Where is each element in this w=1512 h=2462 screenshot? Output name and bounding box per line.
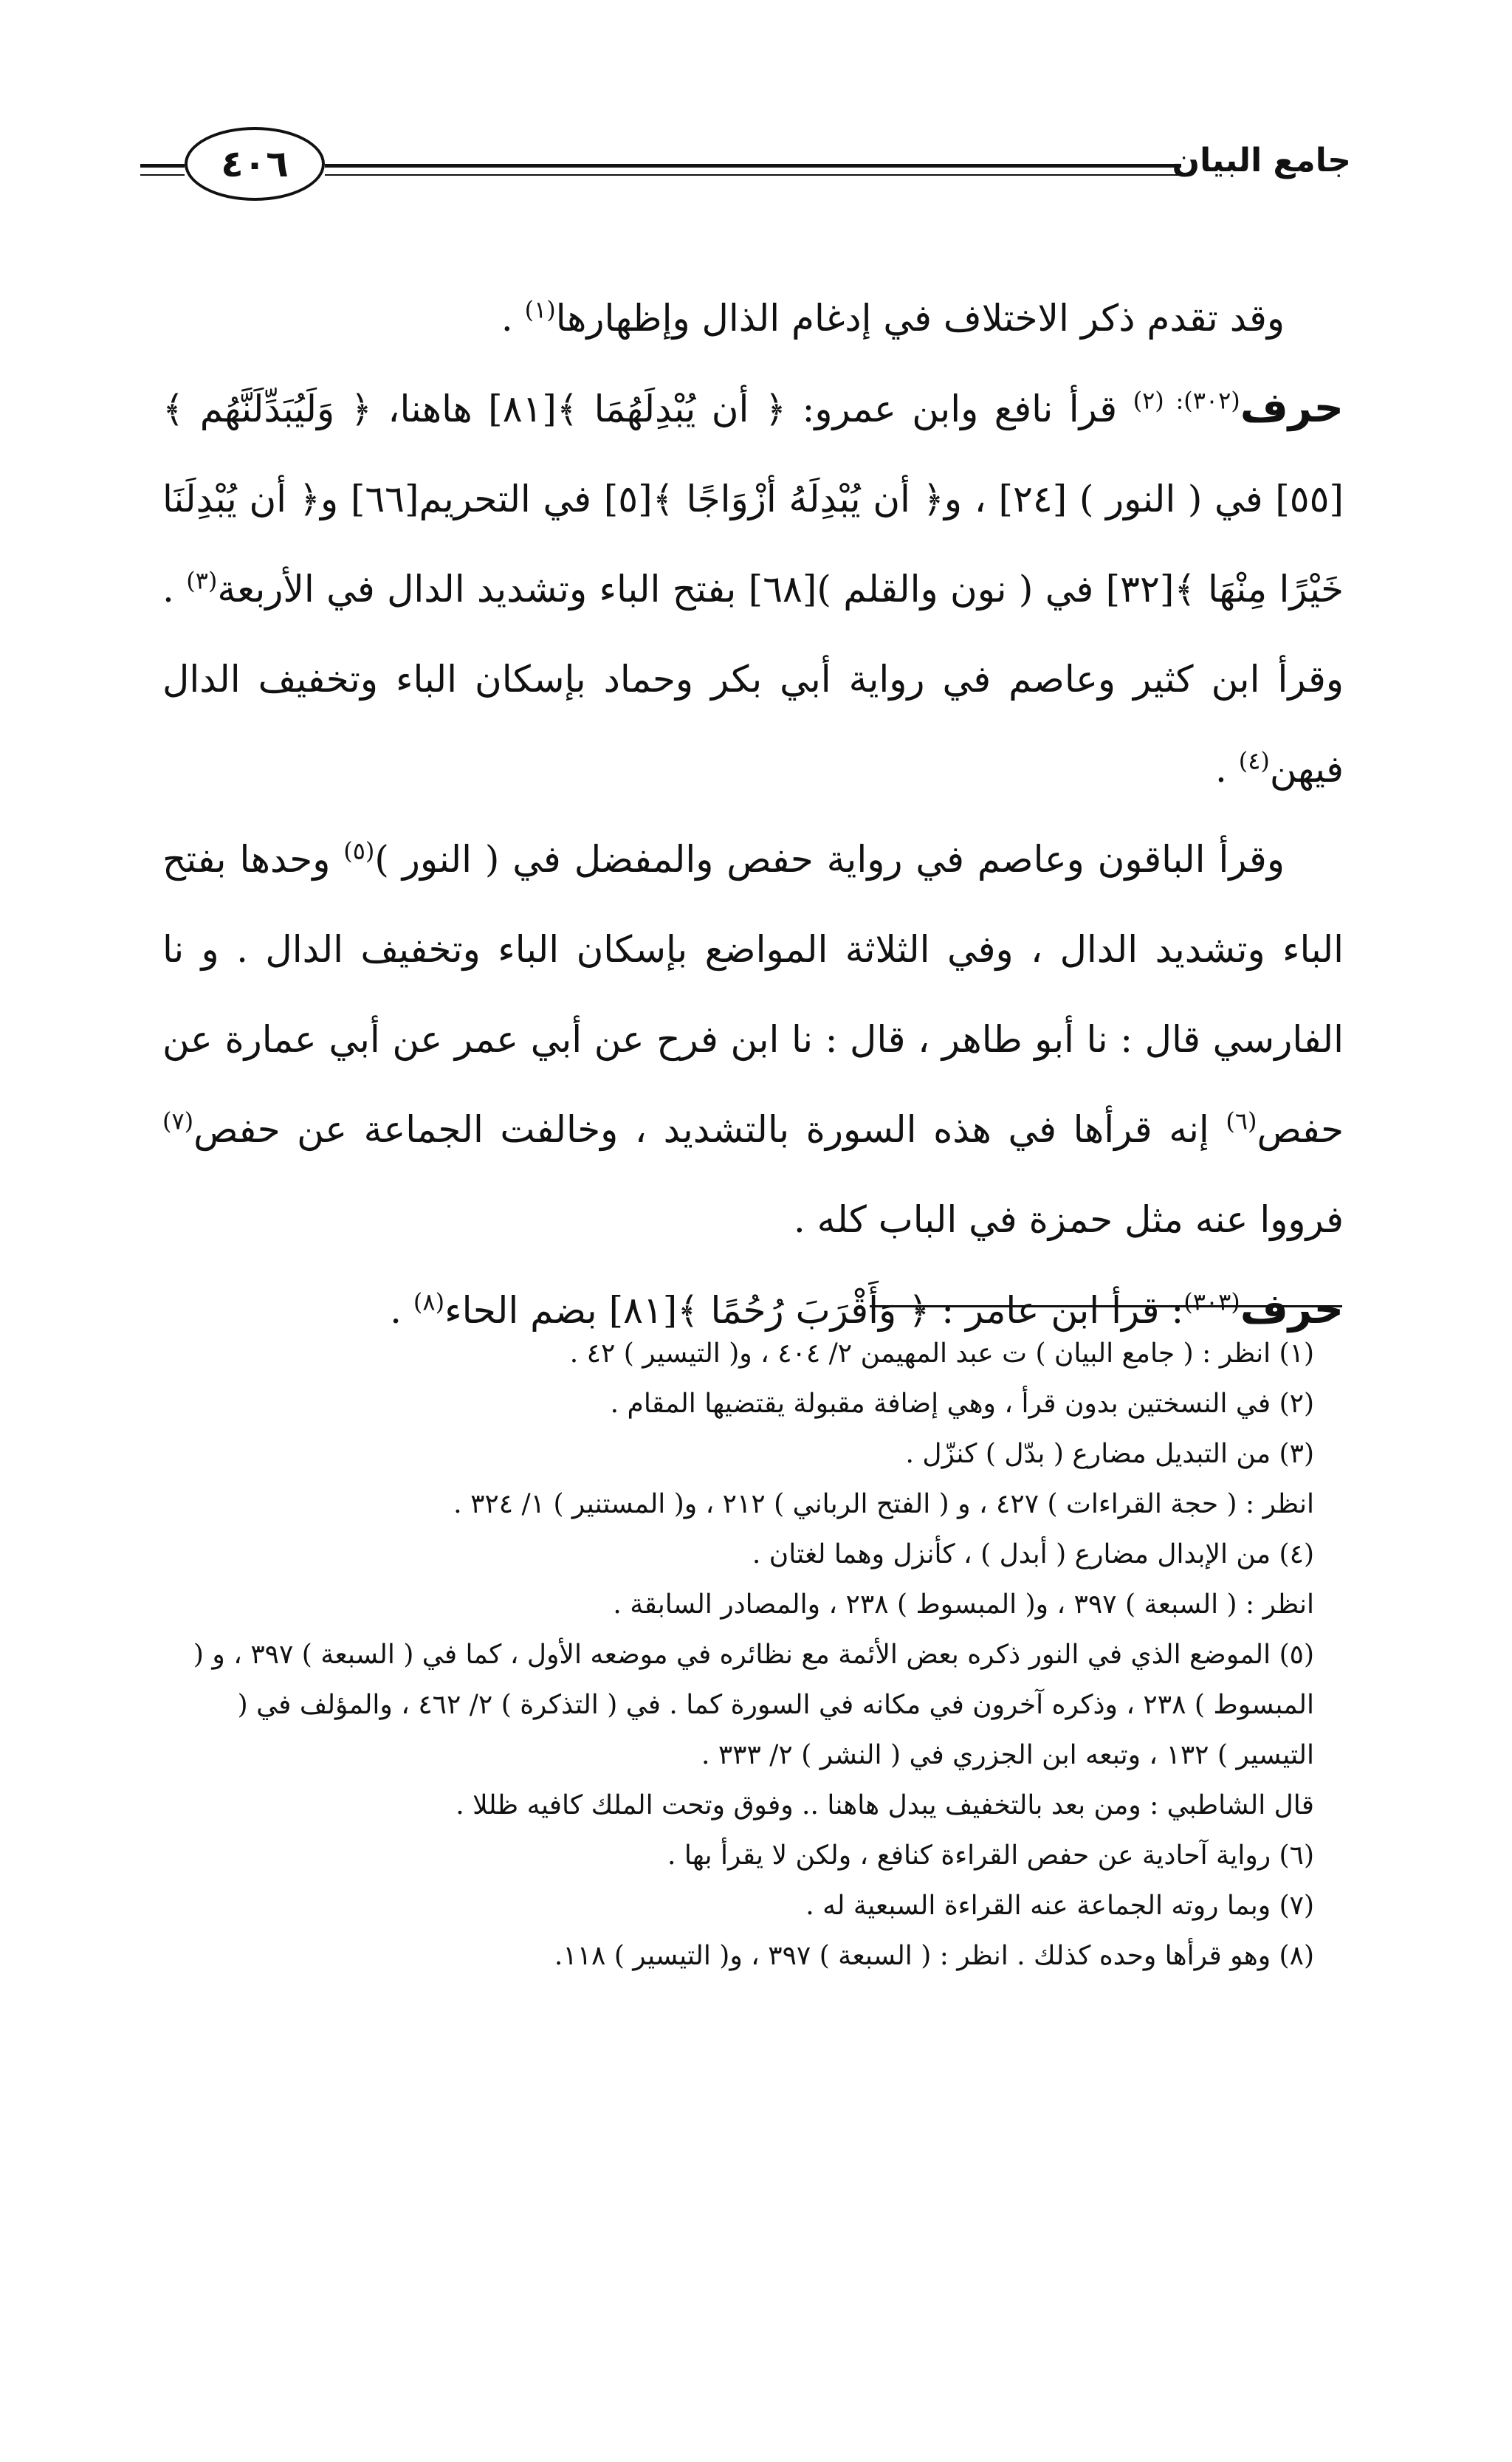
page-header bbox=[140, 125, 1351, 207]
paragraph-3-text-b: وحدها بفتح الباء وتشديد الدال ، وفي الثلاثة المواضع بإسكان الباء وتخفيف الدال . و نا الفارسي قال : نا أبو طاهر ، قال : نا ابن فرح عن أبي عمر عن أبي عمارة عن حفص bbox=[162, 838, 1344, 1151]
harf-number-2: (٣٠٣) bbox=[1183, 1287, 1240, 1316]
paragraph-3-text-c: إنه قرأها في هذه السورة بالتشديد ، وخالفت الجماعة عن حفص bbox=[193, 1108, 1226, 1151]
footnote-3: (٣) من التبديل مضارع ( بدّل ) كنزّل . bbox=[905, 1439, 1314, 1469]
footnote-4-cont: انظر : ( السبعة ) ٣٩٧ ، و( المبسوط ) ٢٣٨ ، والمصادر السابقة . bbox=[613, 1589, 1314, 1620]
footnote-ref-7: (٧) bbox=[162, 1107, 194, 1135]
paragraph-3 bbox=[162, 814, 1344, 1265]
footnote-4: (٤) من الإبدال مضارع ( أبدل ) ، كأنزل وهما لغتان . bbox=[752, 1539, 1314, 1569]
header-rule-thin bbox=[325, 174, 1181, 176]
footnote-8: (٨) وهو قرأها وحده كذلك . انظر : ( السبعة ) ٣٩٧ ، و( التيسير ) ١١٨. bbox=[554, 1941, 1314, 1971]
page-number: ٤٠٦ bbox=[185, 127, 325, 201]
footnote-ref-5: (٥) bbox=[343, 836, 375, 865]
header-rule-left-thin bbox=[140, 174, 185, 176]
footnote-3-cont: انظر : ( حجة القراءات ) ٤٢٧ ، و ( الفتح الرباني ) ٢١٢ ، و( المستنير ) ١/ ٣٢٤ . bbox=[453, 1489, 1314, 1519]
harf-302-text-b: . وقرأ ابن كثير وعاصم في رواية أبي بكر وحماد بإسكان الباء وتخفيف الدال فيهن bbox=[162, 568, 1344, 791]
footnotes bbox=[162, 1329, 1314, 1981]
footnote-ref-4: (٤) bbox=[1238, 746, 1270, 775]
harf-label-2: حرف bbox=[1240, 1285, 1344, 1333]
paragraph-1 bbox=[162, 273, 1344, 363]
main-text bbox=[162, 273, 1344, 1355]
footnote-7: (٧) وبما روته الجماعة عنه القراءة السبعية له . bbox=[805, 1891, 1314, 1921]
harf-303-text: : قرأ ابن عامر : ﴿ وَأَقْرَبَ رُحُمًا ﴾[٨١] بضم الحاء bbox=[444, 1289, 1184, 1332]
footnote-separator bbox=[870, 1305, 1342, 1307]
footnote-1: (١) انظر : ( جامع البيان ) ت عبد المهيمن ٢/ ٤٠٤ ، و( التيسير ) ٤٢ . bbox=[569, 1338, 1314, 1369]
header-rule bbox=[325, 164, 1181, 168]
running-title: جامع البيان bbox=[1172, 142, 1351, 179]
paragraph-1-text: وقد تقدم ذكر الاختلاف في إدغام الذال وإظهارها bbox=[555, 297, 1285, 340]
footnote-ref-1: (١) bbox=[524, 295, 556, 324]
harf-label: حرف bbox=[1240, 384, 1344, 432]
footnote-6: (٦) رواية آحادية عن حفص القراءة كنافع ، ولكن لا يقرأ بها . bbox=[667, 1840, 1314, 1871]
footnote-5: (٥) الموضع الذي في النور ذكره بعض الأئمة مع نظائره في موضعه الأول ، كما في ( السبعة ) ٣٩٧ ، و ( المبسوط ) ٢٣٨ ، وذكره آخرون في مكانه في السورة كما . في ( التذكرة ) ٢/ ٤٦٢ ، والمؤلف في ( التيسير ) ١٣٢ ، وتبعه ابن الجزري في ( النشر ) ٢/ ٣٣٣ . bbox=[193, 1640, 1314, 1770]
paragraph-3-text-a: وقرأ الباقون وعاصم في رواية حفص والمفضل في ( النور ) bbox=[374, 838, 1285, 881]
footnote-ref-6: (٦) bbox=[1226, 1107, 1257, 1135]
paragraph-1-end: . bbox=[501, 297, 525, 340]
footnote-ref-3: (٣) bbox=[186, 566, 218, 595]
harf-303-end: . bbox=[390, 1289, 413, 1332]
harf-302-end: . bbox=[1214, 748, 1239, 791]
harf-number: (٣٠٢) bbox=[1183, 386, 1240, 415]
header-rule-left bbox=[140, 164, 185, 168]
footnote-2: (٢) في النسختين بدون قرأ ، وهي إضافة مقبولة يقتضيها المقام . bbox=[610, 1389, 1314, 1419]
footnote-ref-2: : (٢) bbox=[1133, 386, 1184, 415]
harf-302-text-a: قرأ نافع وابن عمرو: ﴿ أن يُبْدِلَهُمَا ﴾[٨١] هاهنا، ﴿ وَلَيُبَدِّلَنَّهُم ﴾[٥٥] في ( النور ) [٢٤] ، و﴿ أن يُبْدِلَهُ أزْوَاجًا ﴾[٥] في التحريم[٦٦] و﴿ أن يُبْدِلَنَا خَيْرًا مِنْهَا ﴾[٣٢] في ( نون والقلم )[٦٨] بفتح الباء وتشديد الدال في الأربعة bbox=[162, 388, 1344, 611]
harf-302 bbox=[162, 363, 1344, 814]
footnote-ref-8: (٨) bbox=[413, 1287, 445, 1316]
paragraph-3-text-d: فرووا عنه مثل حمزة في الباب كله . bbox=[793, 1198, 1344, 1241]
footnote-5-cont: قال الشاطبي : ومن بعد بالتخفيف يبدل هاهنا .. وفوق وتحت الملك كافيه ظللا . bbox=[456, 1790, 1314, 1820]
